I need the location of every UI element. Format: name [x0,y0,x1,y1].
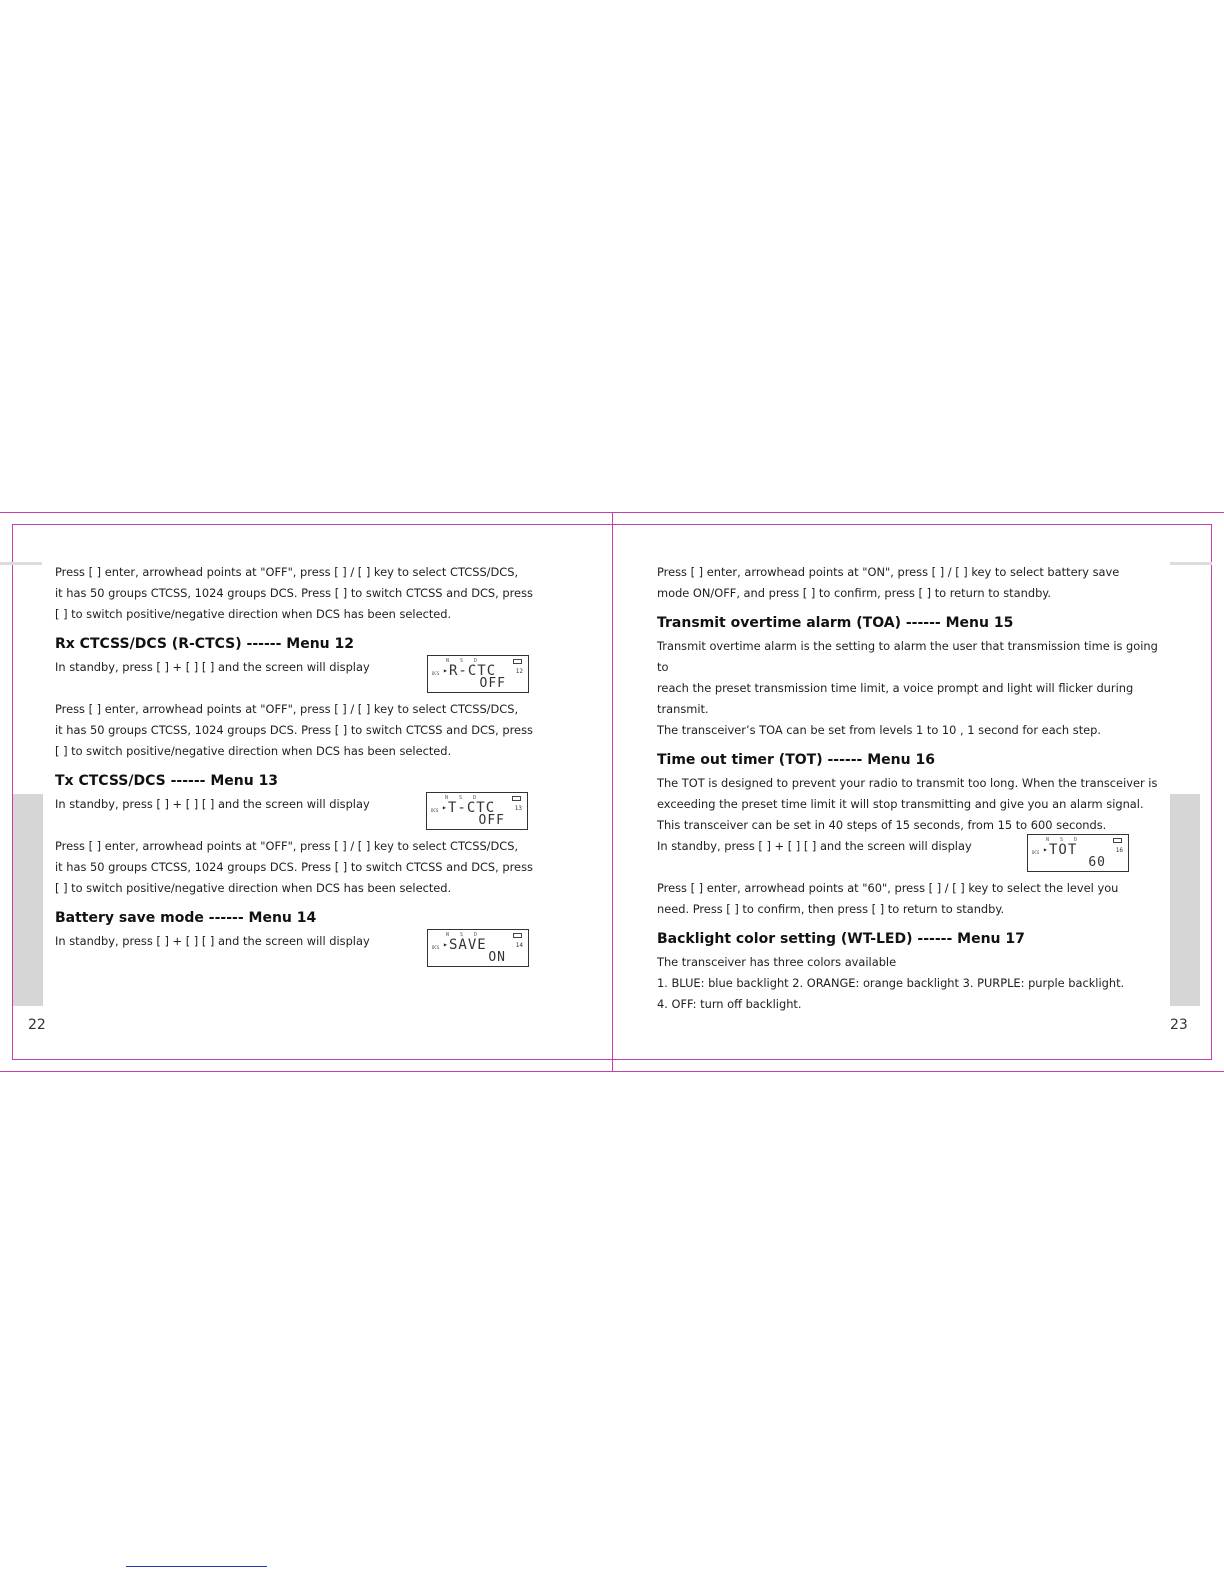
text-line: 4. OFF: turn off backlight. [657,997,802,1011]
menu-13-standby-row [55,794,575,836]
text-line: This transceiver can be set in 40 steps of 15 seconds, from 15 to 600 seconds. [657,818,1107,832]
page-left [55,562,575,973]
heading-menu: Menu 17 [957,931,1025,947]
text-line: The TOT is designed to prevent your radio to transmit too long. When the transceiver is [657,776,1158,790]
menu-14-heading [55,908,575,929]
menu-13-heading [55,771,575,792]
lcd-display [427,929,529,967]
lcd-dcs: DCS [1032,850,1040,855]
arrowhead-icon: ▸ [442,803,447,812]
text-line: [ ] to switch positive/negative direction when DCS has been selected. [55,607,452,621]
lcd-line-1: T-CTC [448,800,496,816]
text-line: Press [ ] enter, arrowhead points at "ON", press [ ] / [ ] key to select battery save [657,565,1120,579]
lcd-menu-number: 13 [514,805,522,812]
trim-mark-right [1170,562,1212,565]
lcd-dcs: DCS [432,945,440,950]
text-line: it has 50 groups CTCSS, 1024 groups DCS. Press [ ] to switch CTCSS and DCS, press [55,723,533,737]
heading-title: Rx CTCSS/DCS (R-CTCS) [55,636,242,652]
menu-12-body [55,699,575,762]
lcd-indicators: N S D [1046,837,1082,843]
lcd-line-1: R-CTC [449,663,497,679]
intro-block [657,562,1167,604]
text-line: need. Press [ ] to confirm, then press [ ] to return to standby. [657,902,1005,916]
lcd-line-2: OFF [478,813,505,828]
text-line: Press [ ] enter, arrowhead points at "OFF", press [ ] / [ ] key to select CTCSS/DCS, [55,565,519,579]
menu-16-after [657,878,1167,920]
page-right [657,562,1167,1015]
text-line: Press [ ] enter, arrowhead points at "OFF", press [ ] / [ ] key to select CTCSS/DCS, [55,702,519,716]
menu-13-body [55,836,575,899]
heading-title: Transmit overtime alarm (TOA) [657,615,901,631]
battery-icon [513,933,522,938]
text-line: Press [ ] enter, arrowhead points at "60", press [ ] / [ ] key to select the level you [657,881,1119,895]
heading-menu: Menu 12 [286,636,354,652]
page-number-right: 23 [1170,1017,1188,1033]
lcd-line-1: SAVE [449,937,487,953]
text-line: 1. BLUE: blue backlight 2. ORANGE: orange backlight 3. PURPLE: purple backlight. [657,976,1125,990]
lcd-menu-number: 16 [1115,847,1123,854]
lcd-display [426,792,528,830]
text-line: The transceiver has three colors available [657,955,897,969]
side-tab-right [1170,794,1200,1006]
lcd-dcs: DCS [431,808,439,813]
menu-15-heading [657,613,1167,634]
menu-12-standby-row [55,657,575,699]
menu-16-body [657,773,1167,836]
text-line: mode ON/OFF, and press [ ] to confirm, press [ ] to return to standby. [657,586,1052,600]
text-line: Press [ ] enter, arrowhead points at "OFF", press [ ] / [ ] key to select CTCSS/DCS, [55,839,519,853]
heading-dash: ------ [246,636,282,652]
standby-instruction: In standby, press [ ] + [ ] [ ] and the screen will display [657,839,972,853]
text-line: it has 50 groups CTCSS, 1024 groups DCS. Press [ ] to switch CTCSS and DCS, press [55,586,533,600]
lcd-line-2: 60 [1088,855,1106,870]
text-line: it has 50 groups CTCSS, 1024 groups DCS. Press [ ] to switch CTCSS and DCS, press [55,860,533,874]
standby-instruction: In standby, press [ ] + [ ] [ ] and the screen will display [55,934,370,948]
lcd-dcs: DCS [432,671,440,676]
lcd-line-2: ON [488,950,506,965]
menu-17-heading [657,929,1167,950]
standby-instruction: In standby, press [ ] + [ ] [ ] and the screen will display [55,660,370,674]
battery-icon [513,659,522,664]
arrowhead-icon: ▸ [443,666,448,675]
battery-icon [512,796,521,801]
menu-14-standby-row [55,931,575,973]
lcd-menu-number: 12 [515,668,523,675]
text-line: [ ] to switch positive/negative direction when DCS has been selected. [55,744,452,758]
menu-15-body [657,636,1167,741]
lcd-display [1027,834,1129,872]
lcd-display [427,655,529,693]
trim-mark-left [0,562,42,565]
heading-dash: ------ [917,931,953,947]
heading-title: Time out timer (TOT) [657,752,823,768]
heading-menu: Menu 15 [945,615,1014,631]
heading-dash: ------ [827,752,863,768]
lcd-line-1: TOT [1049,842,1078,858]
lcd-line-2: OFF [479,676,506,691]
text-line: Transmit overtime alarm is the setting to alarm the user that transmission time is going to [657,639,1158,674]
heading-menu: Menu 16 [867,752,935,768]
heading-title: Backlight color setting (WT-LED) [657,931,913,947]
heading-menu: Menu 14 [248,910,317,926]
lcd-indicators: N S D [446,658,482,664]
center-fold-line [612,512,613,1072]
heading-title: Tx CTCSS/DCS [55,773,166,789]
bottom-link-rule [126,1566,267,1567]
lcd-indicators: N S D [446,932,482,938]
standby-instruction: In standby, press [ ] + [ ] [ ] and the screen will display [55,797,370,811]
arrowhead-icon: ▸ [443,940,448,949]
battery-icon [1113,838,1122,843]
arrowhead-icon: ▸ [1043,845,1048,854]
text-line: reach the preset transmission time limit, a voice prompt and light will flicker during transmit. [657,681,1134,716]
menu-16-standby-row [657,836,1167,878]
lcd-indicators: N S D [445,795,481,801]
heading-title: Battery save mode [55,910,204,926]
heading-dash: ------ [905,615,941,631]
text-line: The transceiver’s TOA can be set from levels 1 to 10 , 1 second for each step. [657,723,1102,737]
side-tab-left [13,794,43,1006]
intro-block [55,562,575,625]
menu-17-body [657,952,1167,1015]
heading-dash: ------ [208,910,244,926]
lcd-menu-number: 14 [515,942,523,949]
heading-dash: ------ [170,773,206,789]
text-line: [ ] to switch positive/negative direction when DCS has been selected. [55,881,452,895]
menu-16-heading [657,750,1167,771]
text-line: exceeding the preset time limit it will stop transmitting and give you an alarm signal. [657,797,1144,811]
heading-menu: Menu 13 [210,773,279,789]
page-number-left: 22 [28,1017,46,1033]
menu-12-heading [55,634,575,655]
